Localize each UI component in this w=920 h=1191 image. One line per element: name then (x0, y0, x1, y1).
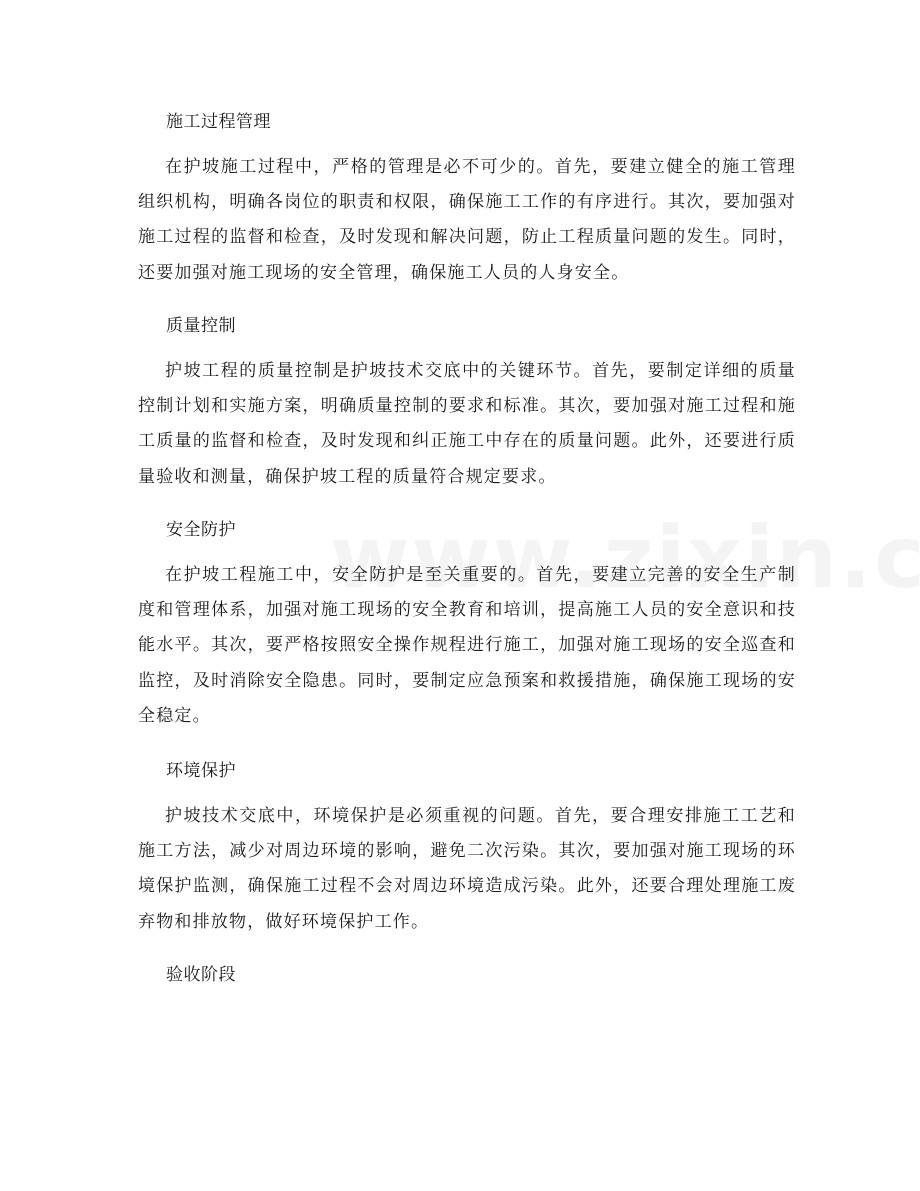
section-heading-safety-protection: 安全防护 (166, 520, 236, 540)
section-heading-environmental-protection: 环境保护 (166, 761, 236, 781)
section-heading-quality-control: 质量控制 (166, 316, 236, 336)
section-paragraph-quality-control: 护坡工程的质量控制是护坡技术交底中的关键环节。首先，要制定详细的质量控制计划和实施方案，明确质量控制的要求和标准。其次，要加强对施工过程和施工质量的监督和检查，及时发现和纠正施工中存在的质量问题。此外，还要进行质量验收和测量，确保护坡工程的质量符合规定要求。 (138, 361, 796, 487)
section-paragraph-safety-protection: 在护坡工程施工中，安全防护是至关重要的。首先，要建立完善的安全生产制度和管理体系，加强对施工现场的安全教育和培训，提高施工人员的安全意识和技能水平。其次，要严格按照安全操作规程进行施工，加强对施工现场的安全巡查和监控，及时消除安全隐患。同时，要制定应急预案和救援措施，确保施工现场的安全稳定。 (138, 565, 796, 726)
section-paragraph-environmental-protection: 护坡技术交底中，环境保护是必须重视的问题。首先，要合理安排施工工艺和施工方法，减少对周边环境的影响，避免二次污染。其次，要加强对施工现场的环境保护监测，确保施工过程不会对周边环境造成污染。此外，还要合理处理施工废弃物和排放物，做好环境保护工作。 (138, 806, 796, 932)
section-heading-acceptance-stage: 验收阶段 (166, 965, 236, 985)
section-heading-construction-management: 施工过程管理 (166, 112, 271, 132)
section-paragraph-construction-management: 在护坡施工过程中，严格的管理是必不可少的。首先，要建立健全的施工管理组织机构，明确各岗位的职责和权限，确保施工工作的有序进行。其次，要加强对施工过程的监督和检查，及时发现和解决问题，防止工程质量问题的发生。同时，还要加强对施工现场的安全管理，确保施工人员的人身安全。 (138, 157, 796, 283)
